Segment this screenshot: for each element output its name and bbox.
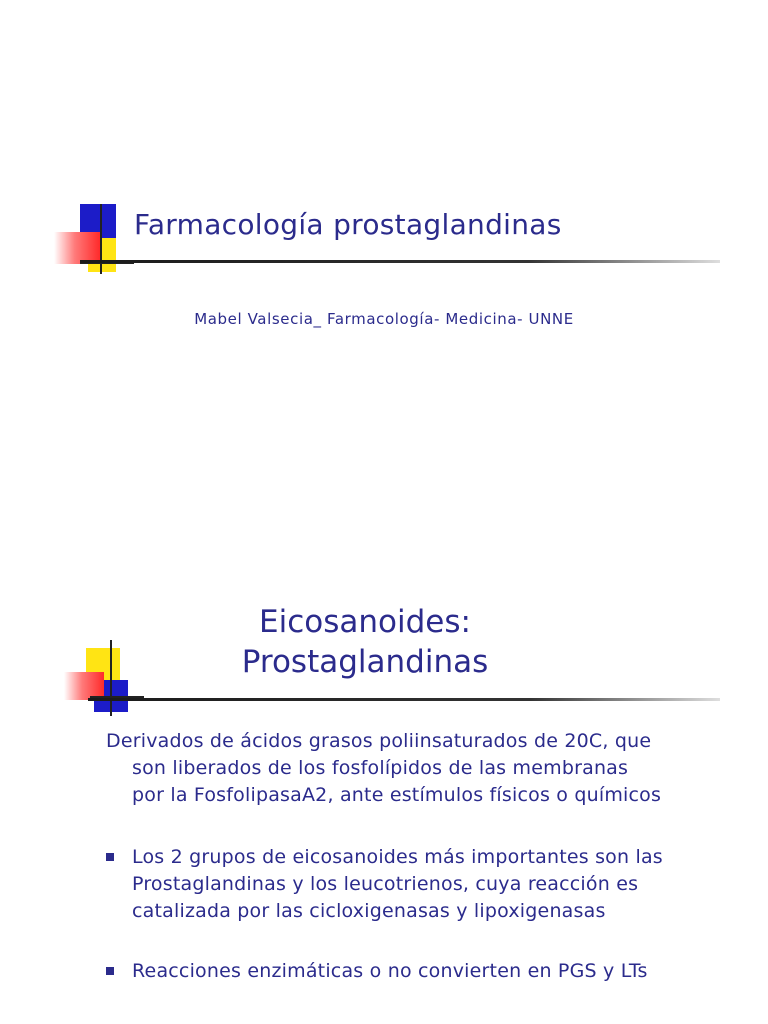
title-rule xyxy=(80,260,720,263)
title-rule xyxy=(88,698,720,701)
paragraph-line: Derivados de ácidos grasos poliinsaturados de 20C, que xyxy=(106,730,652,752)
section-title xyxy=(0,602,730,682)
list-item-line: Reacciones enzimáticas o no convierten en PGS y LTs xyxy=(132,960,648,982)
bullet-icon xyxy=(106,967,114,975)
slide-logo-icon xyxy=(54,204,134,276)
paragraph-line: por la FosfolipasaA2, ante estímulos físicos o químicos xyxy=(132,784,662,806)
list-item-line: catalizada por las cicloxigenasas y lipoxigenasas xyxy=(132,900,606,922)
list-item-line: Los 2 grupos de eicosanoides más importantes son las xyxy=(132,846,663,868)
page-title: Farmacología prostaglandinas xyxy=(134,208,562,241)
section-title-line: Prostaglandinas xyxy=(241,644,489,680)
list-item xyxy=(106,958,746,985)
section-title-line: Eicosanoides: xyxy=(259,604,471,640)
paragraph-line: son liberados de los fosfolípidos de las membranas xyxy=(132,757,629,779)
slide-2 xyxy=(0,512,768,1024)
bullet-icon xyxy=(106,853,114,861)
intro-paragraph xyxy=(106,728,746,809)
list-item xyxy=(106,844,746,925)
subtitle: Mabel Valsecia_ Farmacología- Medicina- UNNE xyxy=(194,310,574,328)
list-item-line: Prostaglandinas y los leucotrienos, cuya reacción es xyxy=(132,873,639,895)
